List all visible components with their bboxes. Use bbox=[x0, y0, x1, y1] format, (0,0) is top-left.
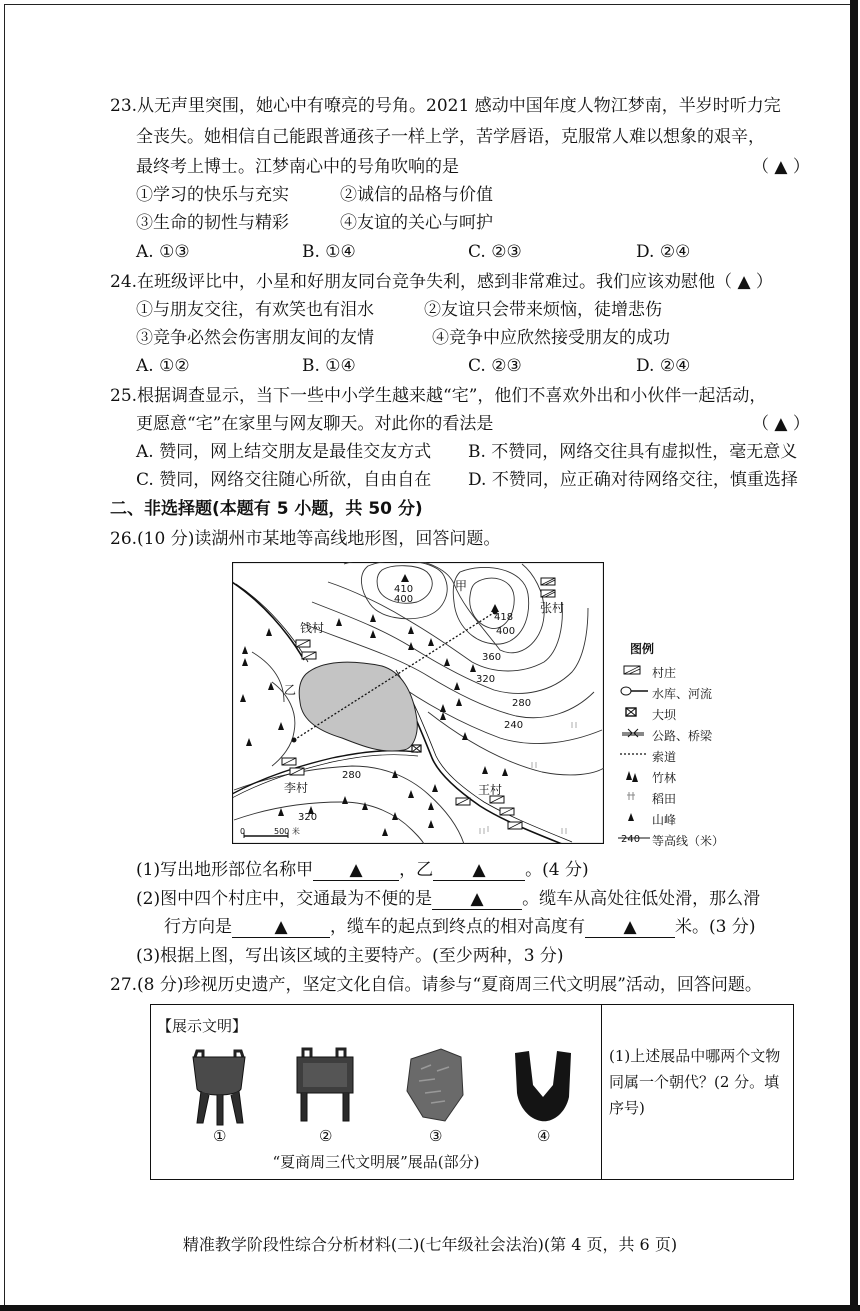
svg-text:240: 240 bbox=[621, 834, 641, 845]
exhibit-caption: “夏商周三代文明展”展品(部分) bbox=[272, 1153, 480, 1171]
map-label-contour-400b: 400 bbox=[496, 626, 516, 637]
q23-item-1: ①学习的快乐与充实 bbox=[136, 185, 289, 205]
map-label-wangcun: 王村 bbox=[478, 783, 503, 797]
relic-4-jade-ornament-icon bbox=[509, 1045, 579, 1127]
q25-option-b: B. 不赞同，网络交往具有虚拟性，毫无意义 bbox=[468, 442, 798, 462]
q25-option-a: A. 赞同，网上结交朋友是最佳交友方式 bbox=[136, 442, 432, 462]
q24-option-a: A. ①② bbox=[136, 356, 190, 376]
map-label-qiancun: 钱村 bbox=[300, 621, 325, 635]
relic-number-2: ② bbox=[319, 1127, 333, 1145]
map-label-contour-240: 240 bbox=[504, 720, 524, 731]
map-label-yi: 乙 bbox=[284, 683, 297, 697]
exhibit-display bbox=[151, 1005, 602, 1179]
section-heading: 二、非选择题(本题有 5 小题，共 50 分) bbox=[110, 499, 423, 519]
q25-option-d: D. 不赞同，应正确对待网络交往，慎重选择 bbox=[468, 470, 798, 490]
q27-subquestion-1: (1)上述展品中哪两个文物同属一个朝代？(2 分。填序号) bbox=[609, 1047, 781, 1117]
map-label-peak-418: 418 bbox=[494, 612, 514, 623]
map-label-contour-280a: 280 bbox=[512, 698, 532, 709]
q23-item-4: ④友谊的关心与呵护 bbox=[340, 213, 493, 233]
q27-intro: 27.(8 分)珍视历史遗产，坚定文化自信。请参与“夏商周三代文明展”活动，回答问题。 bbox=[110, 975, 762, 995]
q24-item-1: ①与朋友交往，有欢笑也有泪水 bbox=[136, 300, 374, 320]
exhibit-tag: 【展示文明】 bbox=[157, 1017, 248, 1035]
page-edge-right bbox=[850, 0, 858, 1311]
relic-number-1: ① bbox=[213, 1127, 227, 1145]
legend-title: 图例 bbox=[630, 642, 655, 656]
relic-1-tripod-icon bbox=[187, 1045, 251, 1127]
q24-item-4: ④竞争中应欣然接受朋友的成功 bbox=[432, 328, 670, 348]
page-footer: 精准教学阶段性综合分析材料(二)(七年级社会法治)(第 4 页，共 6 页) bbox=[182, 1235, 678, 1254]
q26-blank-village[interactable]: ▲ bbox=[432, 889, 522, 910]
map-label-peak-410: 410 bbox=[394, 584, 414, 595]
map-label-licun: 李村 bbox=[284, 781, 309, 795]
legend-road-bridge: 公路、桥梁 bbox=[618, 725, 748, 745]
q23-line3: 最终考上博士。江梦南心中的号角吹响的是 bbox=[136, 157, 459, 177]
map-scale-zero: 0 bbox=[240, 827, 246, 836]
legend-cableway: 索道 bbox=[652, 750, 677, 764]
relic-number-3: ③ bbox=[429, 1127, 443, 1145]
q24-option-d: D. ②④ bbox=[636, 356, 691, 376]
q24-item-2: ②友谊只会带来烦恼，徒增悲伤 bbox=[424, 300, 662, 320]
q23-option-d: D. ②④ bbox=[636, 242, 691, 262]
page-edge-bottom bbox=[0, 1305, 860, 1311]
q23-item-2: ②诚信的品格与价值 bbox=[340, 185, 493, 205]
legend-bamboo: 竹林 bbox=[618, 767, 748, 787]
map-label-zhangcun: 张村 bbox=[540, 601, 565, 615]
legend-village: 村庄 bbox=[618, 662, 748, 682]
q25-line2: 更愿意“宅”在家里与网友聊天。对此你的看法是 bbox=[136, 414, 494, 434]
q23-item-3: ③生命的韧性与精彩 bbox=[136, 213, 289, 233]
map-label-contour-280b: 280 bbox=[342, 770, 362, 781]
q23-option-b: B. ①④ bbox=[302, 242, 356, 262]
q23-option-c: C. ②③ bbox=[468, 242, 522, 262]
q25-option-c: C. 赞同，网络交往随心所欲，自由自在 bbox=[136, 470, 432, 490]
q24-item-3: ③竞争必然会伤害朋友间的友情 bbox=[136, 328, 374, 348]
q26-intro: 26.(10 分)读湖州市某地等高线地形图，回答问题。 bbox=[110, 529, 501, 549]
legend-reservoir-river: 水库、河流 bbox=[618, 683, 748, 703]
q26-blank-direction[interactable]: ▲ bbox=[232, 917, 330, 938]
q26-part2-line2: 行方向是 ▲ ，缆车的起点到终点的相对高度有 ▲ 米。(3 分) bbox=[164, 917, 756, 937]
q25-line1: 25.根据调查显示，当下一些中小学生越来越“宅”，他们不喜欢外出和小伙伴一起活动， bbox=[110, 386, 767, 406]
q24-option-b: B. ①④ bbox=[302, 356, 356, 376]
map-label-contour-320a: 320 bbox=[476, 674, 496, 685]
legend-paddy: 稻田 bbox=[618, 788, 748, 808]
map-scale-label: 500 米 bbox=[274, 827, 300, 836]
q26-part1: (1)写出地形部位名称甲 ▲ ，乙 ▲ 。(4 分) bbox=[136, 860, 589, 880]
legend-dam: 大坝 bbox=[618, 704, 748, 724]
relic-number-4: ④ bbox=[537, 1127, 551, 1145]
contour-map bbox=[232, 562, 604, 844]
q26-blank-height[interactable]: ▲ bbox=[585, 917, 675, 938]
q26-blank-yi[interactable]: ▲ bbox=[433, 860, 525, 881]
relic-2-square-cauldron-icon bbox=[291, 1045, 357, 1127]
legend-peak: 山峰 bbox=[618, 809, 748, 829]
relic-3-oracle-bone-icon bbox=[401, 1045, 467, 1127]
q24-line1: 24.在班级评比中，小星和好朋友同台竞争失利，感到非常难过。我们应该劝慰他（ ▲ ） bbox=[110, 272, 773, 292]
q26-blank-jia[interactable]: ▲ bbox=[313, 860, 399, 881]
exhibit-table bbox=[150, 1004, 794, 1180]
map-label-contour-400a: 400 bbox=[394, 594, 414, 605]
q23-option-a: A. ①③ bbox=[136, 242, 190, 262]
legend-contour: 240 等高线（米） bbox=[621, 834, 725, 848]
q26-part3: (3)根据上图，写出该区域的主要特产。(至少两种，3 分) bbox=[136, 946, 564, 966]
q24-option-c: C. ②③ bbox=[468, 356, 522, 376]
map-label-contour-360: 360 bbox=[482, 652, 502, 663]
q23-line1: 23.从无声里突围，她心中有嘹亮的号角。2021 感动中国年度人物江梦南，半岁时听力完 bbox=[110, 96, 781, 116]
q26-part2-line1: (2)图中四个村庄中，交通最为不便的是 ▲ 。缆车从高处往低处滑，那么滑 bbox=[136, 889, 761, 909]
q23-answer: （ ▲ ） bbox=[752, 157, 810, 177]
map-label-jia: 甲 bbox=[455, 579, 468, 593]
q23-line2: 全丧失。她相信自己能跟普通孩子一样上学，苦学唇语，克服常人难以想象的艰辛， bbox=[136, 127, 765, 147]
q25-answer: （ ▲ ） bbox=[752, 414, 810, 434]
map-label-contour-320b: 320 bbox=[298, 812, 318, 823]
